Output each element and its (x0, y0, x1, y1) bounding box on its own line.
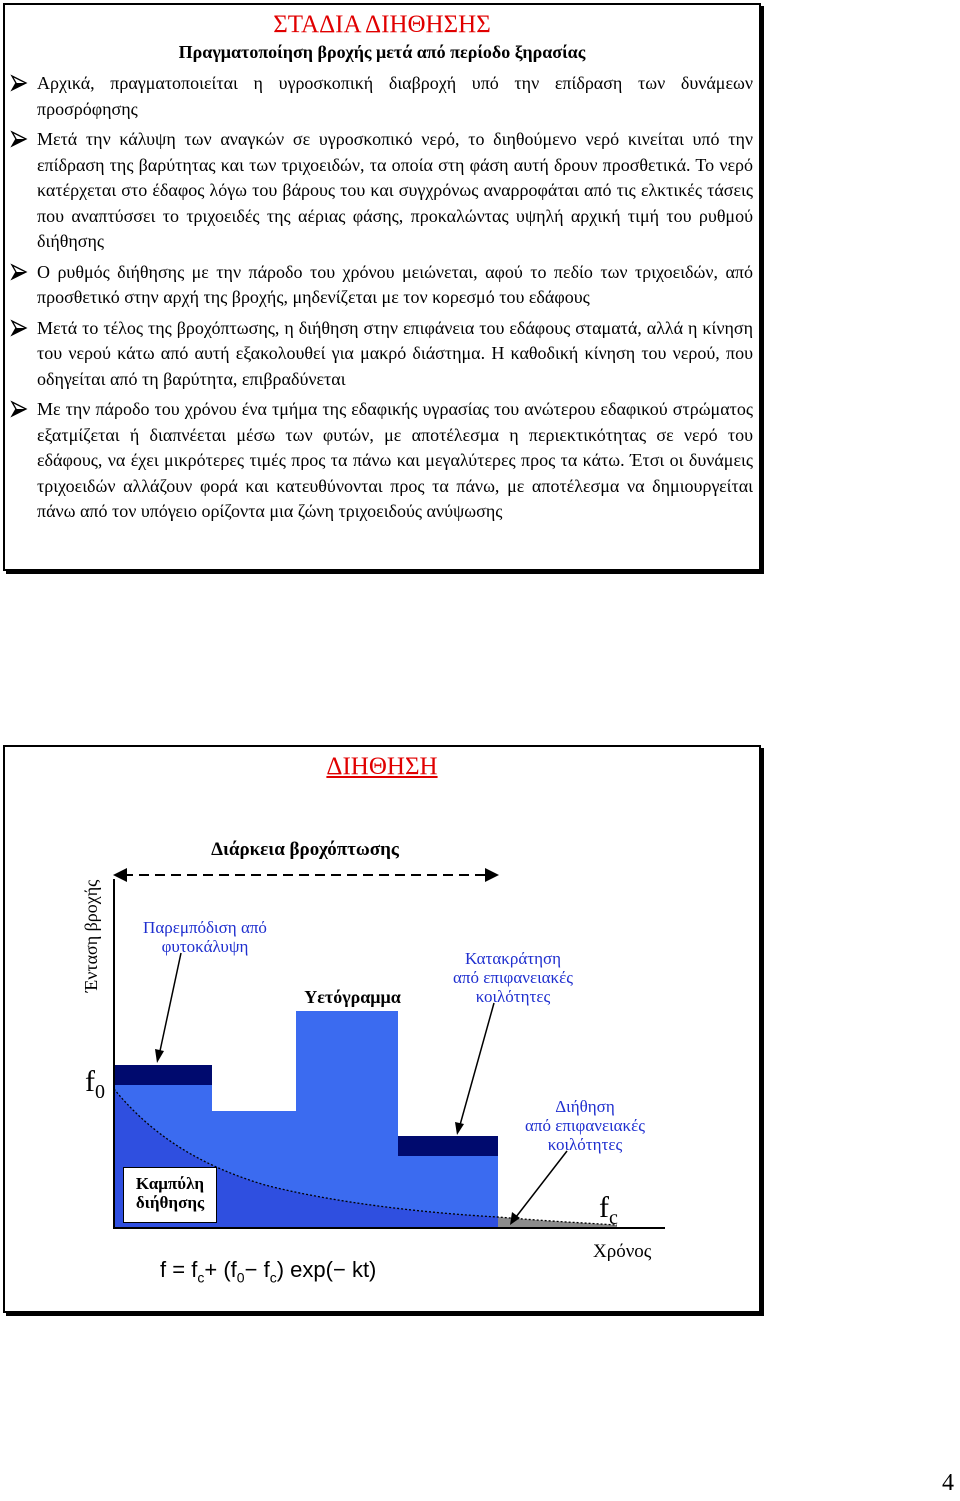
bullet-item (11, 260, 753, 311)
formula-exp: exp( (290, 1257, 333, 1282)
bullet-text: Ο ρυθμός διήθησης με την πάροδο του χρόνου μειώνεται, αφού το πεδίο των τριχοειδών, από προσθετικό στην αρχή της βροχής, μηδενίζεται με τον κορεσμό του εδάφους (37, 261, 753, 307)
formula-equals: = (172, 1257, 186, 1282)
fc-base: f (599, 1191, 609, 1224)
slide1-subtitle: Πραγματοποίηση βροχής μετά από περίοδο ξηρασίας (178, 42, 586, 62)
fc-label (599, 1191, 618, 1235)
bullet-item (11, 397, 753, 525)
slide-stages-of-infiltration (3, 3, 761, 571)
infiltration-graph (5, 747, 759, 1311)
hyetograph-label: Υετόγραμμα (304, 987, 401, 1007)
retention-label-line3: κοιλότητες (475, 987, 551, 1006)
formula-f0: f (230, 1257, 237, 1282)
bullet-item (11, 127, 753, 255)
slide-infiltration-diagram (3, 745, 761, 1313)
y-axis-label: Ένταση βροχής (81, 879, 101, 993)
formula-f: f (160, 1257, 167, 1282)
arrow-bullet-icon (10, 130, 28, 148)
f0-base: f (85, 1065, 95, 1098)
infiltration-formula (160, 1255, 376, 1292)
retention-label-line2: από επιφανειακές (453, 968, 573, 987)
interception-label-line2: φυτοκάλυψη (161, 937, 249, 956)
interception-label-line1: Παρεμπόδιση από (143, 918, 267, 937)
formula-plus: + (204, 1257, 218, 1282)
depression-infiltration-line1: Διήθηση (555, 1097, 615, 1116)
bullet-text: Με την πάροδο του χρόνου ένα τμήμα της εδαφικής υγρασίας του ανώτερου εδαφικού στρώματος εξατμίζεται ή διαπνέεται μέσω των φυτών, με αποτέλεσμα η περιεκτικότητας σε νερό του εδάφους, να έχει μικρότερες τιμές προς τα πάνω και μεγαλύτερες προς τα κάτω. Έτσι οι δυνάμεις τριχοειδών αλλάζουν φορά και κατευθύνονται προς τα πάνω, με αποτέλεσμα να δημιουργείται πάνω από τον υπόγειο ορίζοντα μια ζώνη τριχοειδούς ανύψωσης (37, 399, 753, 521)
slide1-title: ΣΤΑΔΙΑ ΔΙΗΘΗΣΗΣ (273, 11, 491, 38)
formula-fc: f (191, 1257, 198, 1282)
bullet-text: Μετά την κάλυψη των αναγκών σε υγροσκοπικό νερό, το διηθούμενο νερό κινείται υπό την επίδραση της βαρύτητας και των τριχοειδών, τα οποία στη φάση αυτή δρουν προσθετικά. Το νερό κατέρχεται στο έδαφος λόγω του βάρους του και συγχρόνως αναρροφάται από τις ελκτικές τάσεις που αναπτύσσει το τριχοειδές της αέριας φάσης, προκαλώντας υψηλή αρχική τιμή του ρυθμού διήθησης (37, 129, 753, 251)
interception-band (114, 1065, 212, 1085)
formula-negative: − (332, 1257, 346, 1282)
retention-label-line1: Κατακράτηση (464, 949, 562, 968)
x-axis-label: Χρόνος (593, 1241, 652, 1262)
f0-label (85, 1065, 105, 1109)
formula-fc-subscript: c (197, 1269, 205, 1286)
bullet-text: Αρχικά, πραγματοποιείται η υγροσκοπική διαβροχή υπό την επίδραση των δυνάμεων προσρόφησης (37, 73, 753, 119)
formula-kt: kt) (351, 1257, 377, 1282)
bullet-item (11, 316, 753, 393)
fc-subscript: c (609, 1207, 618, 1229)
retention-band (398, 1136, 498, 1156)
bullet-text: Μετά το τέλος της βροχόπτωσης, η διήθηση στην επιφάνεια του εδάφους σταματά, αλλά η κίνηση του νερού κάτω από αυτή εξακολουθεί για μακρό διάστημα. Η καθοδική κίνηση του νερού, που οδηγείται από τη βαρύτητα, επιβραδύνεται (37, 317, 753, 389)
formula-fc2-subscript: c (269, 1269, 277, 1286)
bullet-item (11, 71, 753, 122)
hyetograph-bar-3 (296, 1011, 398, 1227)
formula-close-paren: ) (276, 1257, 285, 1282)
depression-infiltration-line3: κοιλότητες (547, 1135, 623, 1154)
arrow-bullet-icon (10, 400, 28, 418)
retention-label (433, 949, 593, 1006)
formula-minus: − (244, 1257, 258, 1282)
curve-label-line1: Καμπύλη (135, 1174, 205, 1193)
arrow-bullet-icon (10, 263, 28, 281)
bullet-list (11, 71, 753, 530)
formula-f0-subscript: 0 (236, 1269, 245, 1286)
arrow-bullet-icon (10, 74, 28, 92)
formula-fc2: f (263, 1257, 270, 1282)
formula-open-paren: ( (223, 1257, 231, 1282)
page-number: 4 (942, 1470, 954, 1496)
slide2-title: ΔΙΗΘΗΣΗ (326, 753, 438, 780)
depression-infiltration-label (505, 1097, 665, 1154)
f0-subscript: 0 (95, 1081, 105, 1103)
curve-label-box (123, 1167, 217, 1223)
depression-infiltration-line2: από επιφανειακές (525, 1116, 645, 1135)
arrow-bullet-icon (10, 319, 28, 337)
interception-label (125, 918, 285, 956)
duration-label: Διάρκεια βροχόπτωσης (211, 839, 399, 860)
duration-arrow (113, 868, 499, 882)
curve-label-line2: διήθησης (135, 1193, 205, 1212)
